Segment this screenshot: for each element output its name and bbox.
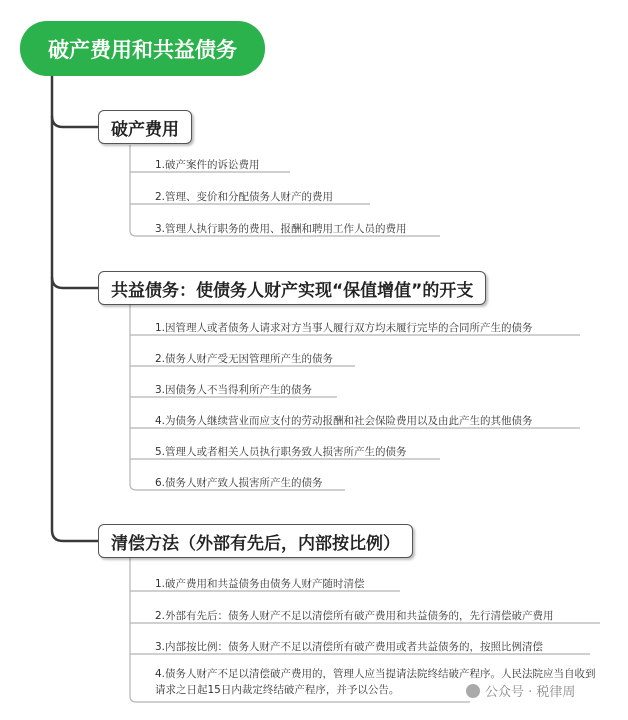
list-item: 6.债务人财产致人损害所产生的债务: [155, 477, 323, 489]
list-item: 2.外部有先后：债务人财产不足以清偿所有破产费用和共益债务的，先行清偿破产费用: [155, 610, 554, 622]
list-item: 5.管理人或者相关人员执行职务致人损害所产生的债务: [155, 446, 407, 458]
list-item: 2.管理、变价和分配债务人财产的费用: [155, 191, 334, 203]
branch-title: 清偿方法（外部有先后，内部按比例）: [111, 533, 400, 554]
list-item: 4.债务人财产不足以清偿破产费用的，管理人应当提请法院终结破产程序。人民法院应当自收到请求之日起15日内裁定终结破产程序，并予以公告。: [155, 668, 596, 696]
watermark-text: 公众号 · 税律周: [485, 685, 576, 700]
wechat-icon: [466, 684, 480, 698]
watermark: [462, 681, 579, 700]
root-node: [20, 21, 265, 76]
list-item: 3.管理人执行职务的费用、报酬和聘用工作人员的费用: [155, 223, 407, 235]
list-item: 2.债务人财产受无因管理所产生的债务: [155, 353, 334, 365]
list-item: 1.因管理人或者债务人请求对方当事人履行双方均未履行完毕的合同所产生的债务: [155, 322, 533, 334]
branch-repayment-method: [98, 524, 413, 558]
list-item: 4.为债务人继续营业而应支付的劳动报酬和社会保险费用以及由此产生的其他债务: [155, 415, 533, 427]
list-item: 1.破产案件的诉讼费用: [155, 159, 260, 171]
branch-common-benefit-debts: [98, 271, 486, 305]
branch-title: 破产费用: [111, 119, 179, 140]
list-item: 3.内部按比例：债务人财产不足以清偿所有破产费用或者共益债务的，按照比例清偿: [155, 641, 544, 653]
list-item: 3.因债务人不当得利所产生的债务: [155, 384, 313, 396]
branch-title: 共益债务：使债务人财产实现“保值增值”的开支: [111, 280, 474, 301]
root-title: 破产费用和共益债务: [48, 37, 237, 62]
branch-bankruptcy-expenses: [98, 110, 192, 144]
list-item: 1.破产费用和共益债务由债务人财产随时清偿: [155, 578, 365, 590]
